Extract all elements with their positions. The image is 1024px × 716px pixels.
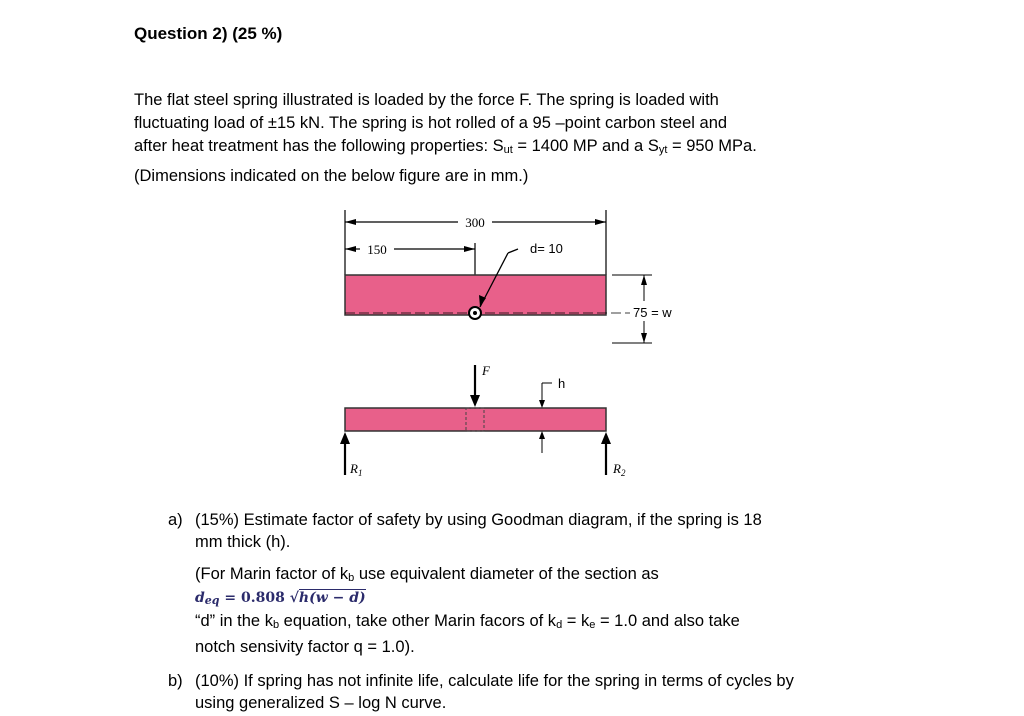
force-label: F xyxy=(482,363,490,378)
equivalent-diameter-equation: $d_{eq} = 0.808$ √h(w − d) xyxy=(195,590,366,607)
kb-note-line-1: “d” in the $k_b$ equation, take other Marin facors of $k_d = k_e = 1.0$ and also take xyxy=(195,612,740,631)
statement-line-1: The flat steel spring illustrated is loaded by the force F. The spring is loaded with xyxy=(134,91,719,109)
part-a-line-2: mm thick (h). xyxy=(195,533,291,551)
kb-note-line-2: notch sensivity factor q = 1.0). xyxy=(195,638,415,656)
part-b-line-2: using generalized S – log N curve. xyxy=(195,694,447,712)
reaction-left-arrowhead xyxy=(340,432,350,444)
spring-figure xyxy=(330,205,672,490)
arrowhead xyxy=(595,219,606,225)
statement-line-2: fluctuating load of ±15 kN. The spring is hot rolled of a 95 –point carbon steel and xyxy=(134,114,728,132)
part-b-line-1: (10%) If spring has not infinite life, calculate life for the spring in terms of cycles by xyxy=(195,672,794,690)
reaction-right-label: $R_2$ xyxy=(613,461,626,478)
force-arrowhead xyxy=(470,395,480,407)
part-b-body xyxy=(195,670,895,714)
arrowhead xyxy=(539,431,545,439)
width-label: 75 = w xyxy=(633,305,672,320)
arrowhead xyxy=(345,246,356,252)
part-b-label: b) xyxy=(168,672,183,690)
arrowhead xyxy=(641,275,647,285)
hole-center xyxy=(473,311,477,315)
hole-diameter-label: d= 10 xyxy=(530,241,563,256)
part-a-body xyxy=(195,509,895,658)
part-a-label: a) xyxy=(168,511,183,529)
hole-leader-tail xyxy=(508,249,518,253)
plate-side-view xyxy=(345,408,606,431)
part-a-line-1: (15%) Estimate factor of safety by using Goodman diagram, if the spring is 18 xyxy=(195,511,762,529)
arrowhead xyxy=(539,400,545,408)
thickness-label: h xyxy=(558,376,566,391)
arrowhead xyxy=(464,246,475,252)
arrowhead xyxy=(345,219,356,225)
dim-300-label: 300 xyxy=(465,215,485,230)
dim-150-label: 150 xyxy=(367,242,387,257)
reaction-left-label: $R_1$ xyxy=(350,461,363,478)
marin-note: (For Marin factor of $k_b$ use equivalent diameter of the section as xyxy=(195,565,659,584)
dimensions-note: (Dimensions indicated on the below figure are in mm.) xyxy=(134,167,529,185)
problem-statement xyxy=(134,89,924,162)
question-title: Question 2) (25 %) xyxy=(134,24,283,43)
statement-line-3: after heat treatment has the following properties: $S_{ut} = 1400$ MP and a $S_{yt} = 950$ MPa. xyxy=(134,137,757,156)
reaction-right-arrowhead xyxy=(601,432,611,444)
arrowhead xyxy=(641,333,647,343)
